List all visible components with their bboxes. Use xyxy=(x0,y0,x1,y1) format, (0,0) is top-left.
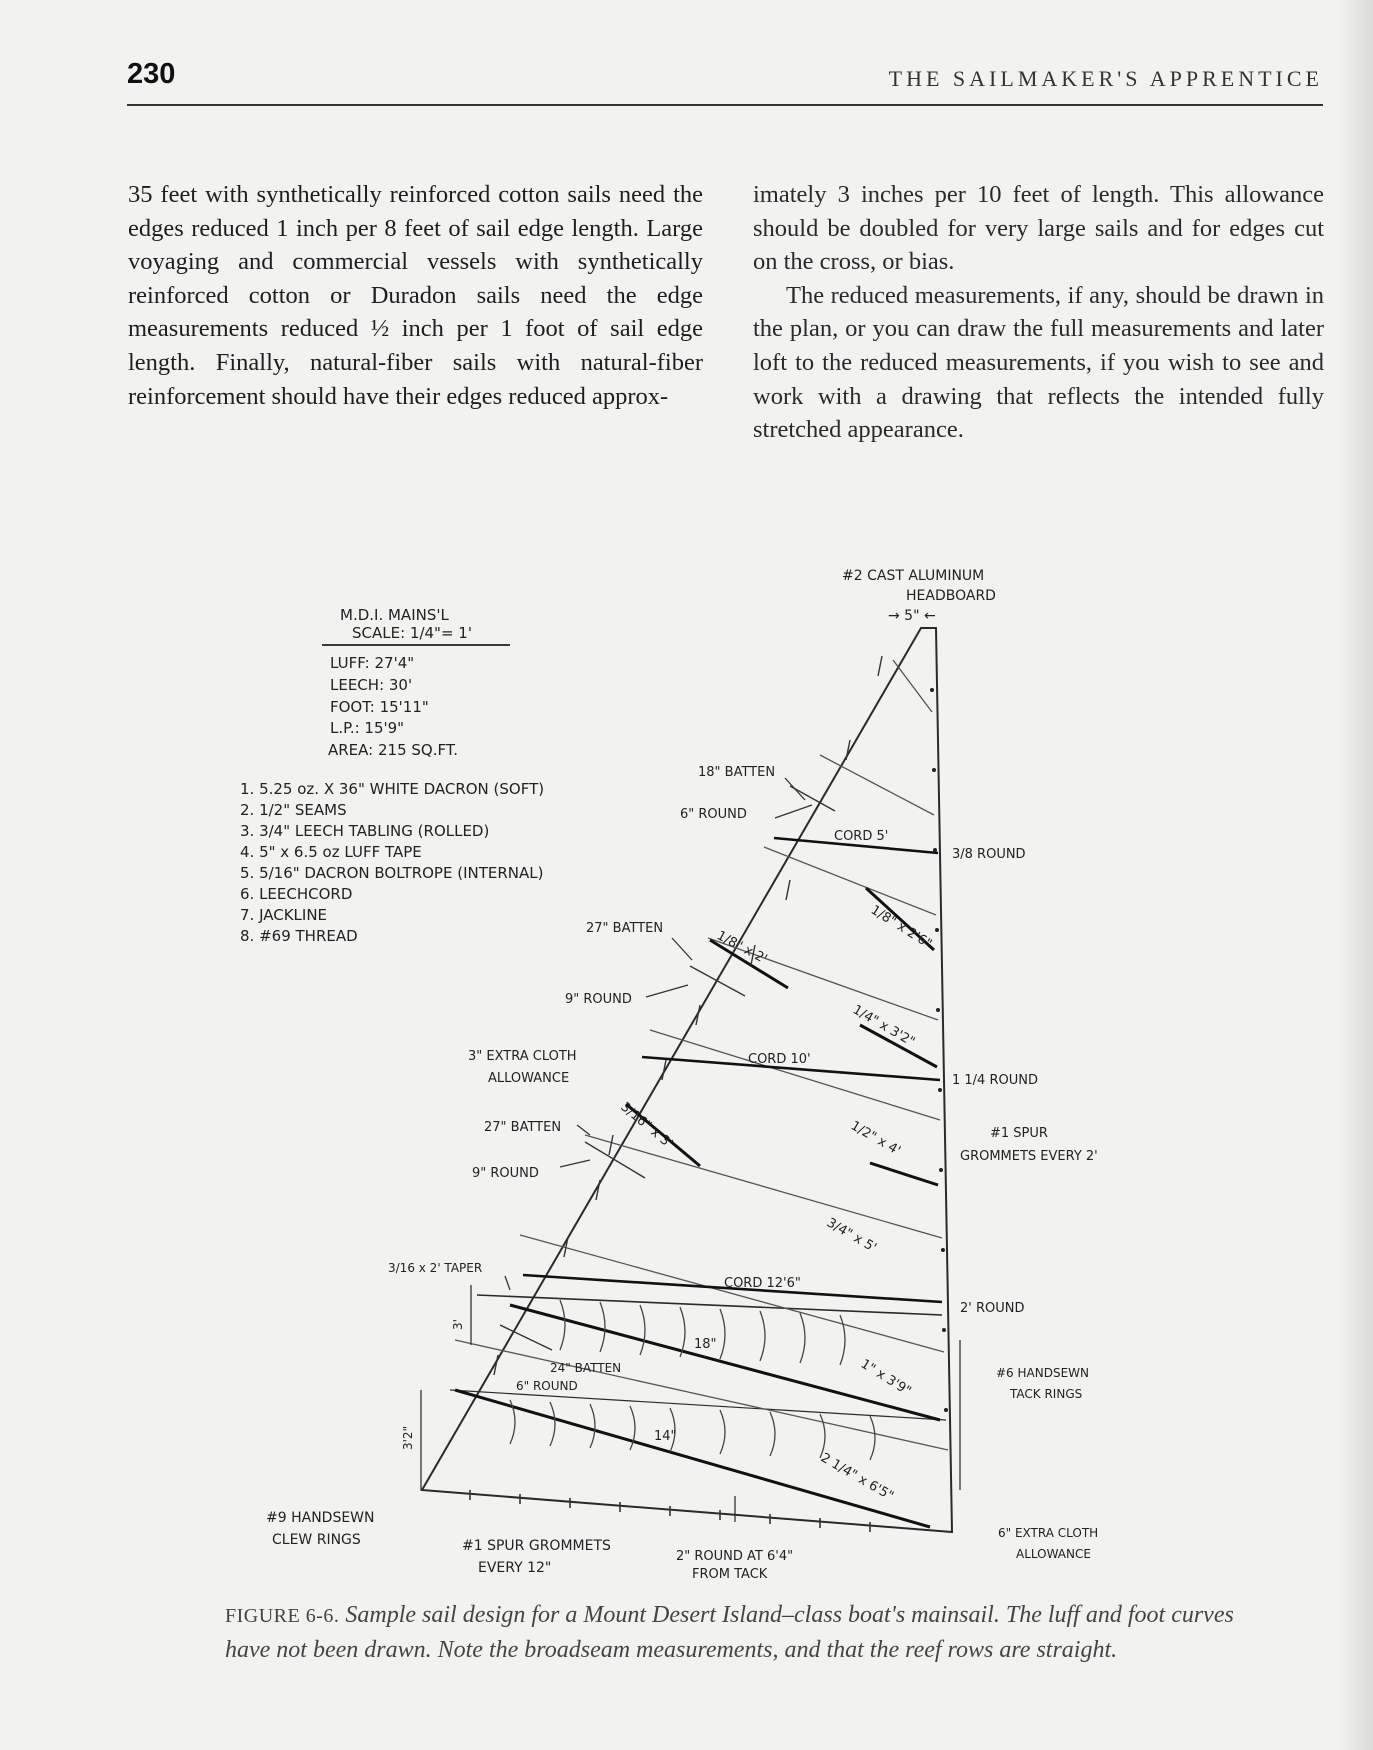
material-2: 2. 1/2" SEAMS xyxy=(240,801,347,819)
label-reef-14: 14" xyxy=(654,1429,677,1444)
label-foot-round-2: FROM TACK xyxy=(692,1567,768,1582)
label-extra-cloth-2: ALLOWANCE xyxy=(488,1071,570,1086)
running-title: THE SAILMAKER'S APPRENTICE xyxy=(888,66,1323,91)
spec-leech: LEECH: 30' xyxy=(330,676,413,694)
material-8: 8. #69 THREAD xyxy=(240,927,358,945)
label-round-6: 6" ROUND xyxy=(680,807,747,822)
label-tack-rings-1: #6 HANDSEWN xyxy=(996,1366,1089,1380)
caption-text: Sample sail design for a Mount Desert Island–class boat's mainsail. The luff and foot curves have not been drawn. Note the broadseam measurements, and that the reef rows are straight. xyxy=(225,1602,1234,1663)
label-round-1-1-4: 1 1/4 ROUND xyxy=(952,1073,1038,1088)
label-cord-12: CORD 12'6" xyxy=(724,1276,801,1291)
material-5: 5. 5/16" DACRON BOLTROPE (INTERNAL) xyxy=(240,864,544,882)
page-gutter-shadow xyxy=(1339,0,1373,1750)
label-cord-5: CORD 5' xyxy=(834,829,889,844)
label-foot-grommets-2: EVERY 12" xyxy=(478,1560,552,1576)
label-headboard-1: #2 CAST ALUMINUM xyxy=(842,568,985,584)
label-head-width: → 5" ← xyxy=(888,608,936,624)
label-headboard-2: HEADBOARD xyxy=(906,588,996,604)
label-round-3-8: 3/8 ROUND xyxy=(952,847,1026,862)
foot-grommet-ticks xyxy=(470,1490,870,1532)
label-batten-27-a: 27" BATTEN xyxy=(586,921,664,936)
sail-title: M.D.I. MAINS'L xyxy=(340,606,449,624)
caption-label: FIGURE 6-6. xyxy=(225,1605,340,1627)
luff-ticks xyxy=(494,656,882,1375)
label-dim-3-b: 3'2" xyxy=(401,1425,415,1450)
material-1: 1. 5.25 oz. X 36" WHITE DACRON (SOFT) xyxy=(240,780,545,798)
label-reef-18: 18" xyxy=(694,1337,717,1352)
left-paragraph: 35 feet with synthetically reinforced cotton sails need the edges reduced 1 inch per 8 feet of sail edge length. Large voyaging and commercial vessels with synthetically reinforced cotton or Duradon sails need the edge measurements reduced ½ inch per 1 foot of sail edge length. Finally, natural-fiber sails with natural-fiber reinforcement should have their edges reduced approx- xyxy=(128,181,703,410)
spec-foot: FOOT: 15'11" xyxy=(330,698,429,716)
label-round-9-a: 9" ROUND xyxy=(565,992,632,1007)
leader-lines xyxy=(421,778,960,1522)
label-grommet-luff-2: GROMMETS EVERY 2' xyxy=(960,1149,1098,1164)
right-paragraph-1: imately 3 inches per 10 feet of length. This allowance should be doubled for very large sails and for edges cut on the cross, or bias. xyxy=(753,181,1324,276)
label-cord-10: CORD 10' xyxy=(748,1052,811,1067)
label-foot-round-1: 2" ROUND AT 6'4" xyxy=(676,1549,794,1564)
label-broadseam-7: 1" x 3'9" xyxy=(857,1356,914,1400)
label-tack-extra-2: ALLOWANCE xyxy=(1016,1547,1091,1561)
figure-title-block xyxy=(328,606,472,759)
label-dim-3-a: 3' xyxy=(451,1319,465,1330)
label-grommet-luff-1: #1 SPUR xyxy=(990,1126,1048,1141)
label-broadseam-1: 1/8" x 2'6" xyxy=(867,902,935,952)
page-number: 230 xyxy=(127,58,176,90)
label-broadseam-8: 2 1/4" x 6'5" xyxy=(818,1450,896,1505)
sail-drawing xyxy=(322,628,960,1532)
spec-area: AREA: 215 SQ.FT. xyxy=(328,741,458,759)
material-7: 7. JACKLINE xyxy=(240,906,328,924)
label-broadseam-3: 1/4" x 3'2" xyxy=(850,1002,918,1050)
figure-caption xyxy=(225,1598,1265,1667)
label-taper: 3/16 x 2' TAPER xyxy=(388,1261,483,1275)
label-extra-cloth-1: 3" EXTRA CLOTH xyxy=(468,1049,577,1064)
label-round-6-b: 6" ROUND xyxy=(516,1379,578,1393)
label-batten-18: 18" BATTEN xyxy=(698,765,776,780)
label-tack-rings-2: TACK RINGS xyxy=(1010,1387,1083,1401)
label-broadseam-4: 3/16" x 3' xyxy=(617,1099,676,1152)
label-tack-extra-1: 6" EXTRA CLOTH xyxy=(998,1526,1099,1540)
label-clew-2: CLEW RINGS xyxy=(272,1532,361,1548)
label-broadseam-5: 1/2" x 4' xyxy=(848,1118,903,1159)
materials-list xyxy=(240,780,544,945)
sail-scale: SCALE: 1/4"= 1' xyxy=(352,624,472,642)
broadseam-lines xyxy=(455,888,940,1527)
label-round-9-b: 9" ROUND xyxy=(472,1166,539,1181)
spec-lp: L.P.: 15'9" xyxy=(330,719,405,737)
right-paragraph-2: The reduced measurements, if any, should be drawn in the plan, or you can draw the full measurements and later loft to the reduced measurements, if you wish to see and work with a drawing that reflects the intended fully stretched appearance. xyxy=(753,281,1324,444)
label-batten-24: 24" BATTEN xyxy=(550,1361,622,1375)
label-batten-27-b: 27" BATTEN xyxy=(484,1120,562,1135)
spec-luff: LUFF: 27'4" xyxy=(330,654,415,672)
label-round-2-a: 2' ROUND xyxy=(960,1301,1025,1316)
label-foot-grommets-1: #1 SPUR GROMMETS xyxy=(462,1538,611,1554)
material-6: 6. LEECHCORD xyxy=(240,885,353,903)
label-clew-1: #9 HANDSEWN xyxy=(266,1510,375,1526)
label-broadseam-2: 1/8" x 2' xyxy=(714,928,770,968)
label-broadseam-6: 3/4" x 5' xyxy=(824,1215,879,1256)
material-4: 4. 5" x 6.5 oz LUFF TAPE xyxy=(240,843,422,861)
material-3: 3. 3/4" LEECH TABLING (ROLLED) xyxy=(240,822,490,840)
